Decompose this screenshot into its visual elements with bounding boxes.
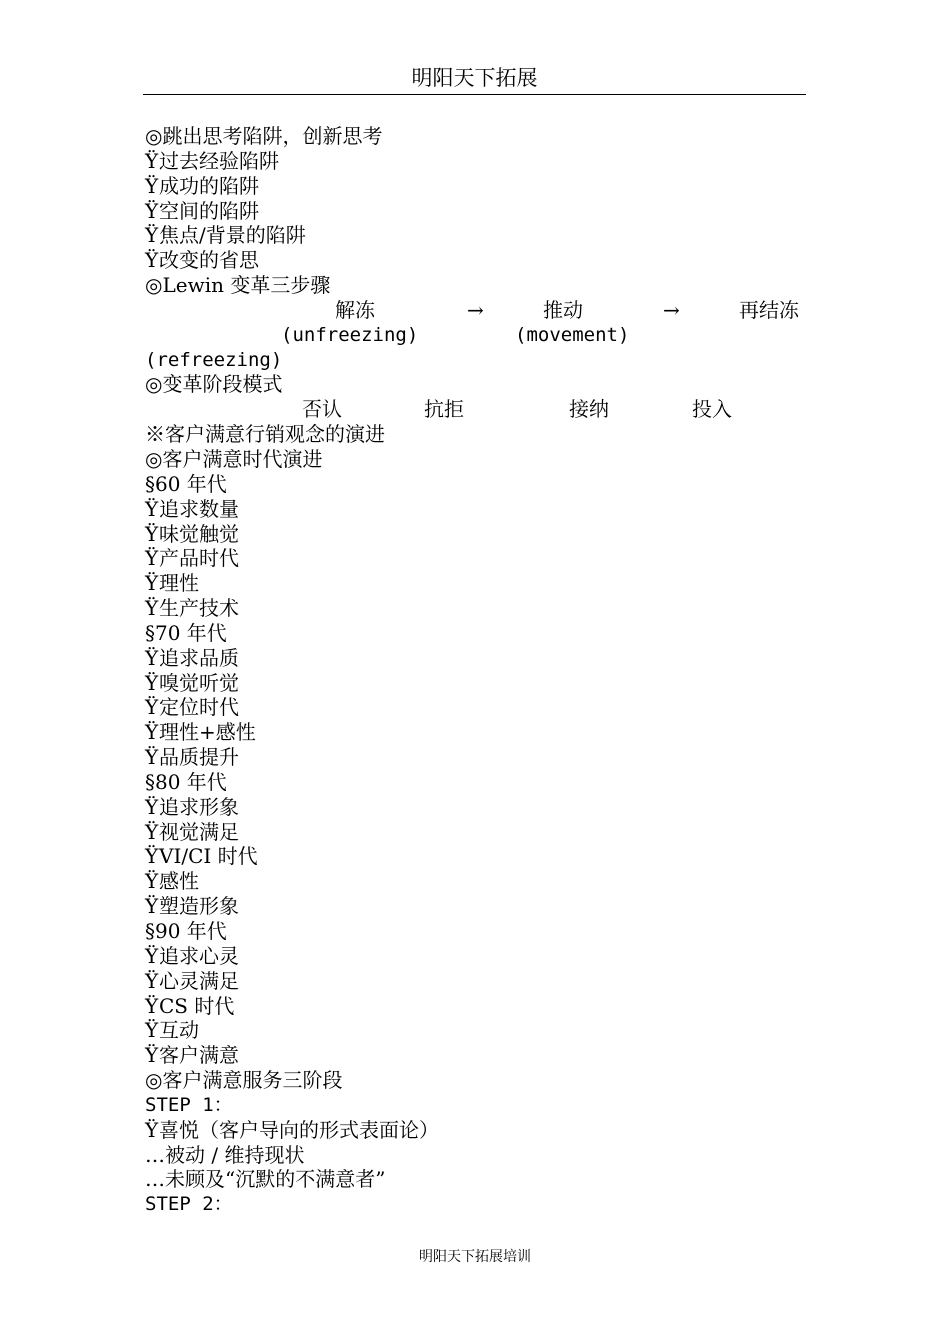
bullet-text: 理性+感性 <box>159 720 256 745</box>
bullet-text: 感性 <box>159 869 199 894</box>
section-heading: ◎Lewin 变革三步骤 <box>145 273 331 298</box>
bullet-icon: Ÿ <box>145 894 159 919</box>
bullet-icon: Ÿ <box>145 173 159 198</box>
bullet-icon: Ÿ <box>145 248 159 273</box>
bullet-text: 空间的陷阱 <box>159 198 259 223</box>
bullet-item <box>145 994 807 1019</box>
bullet-text: 成功的陷阱 <box>159 173 259 198</box>
bullet-text: 嗅觉听觉 <box>159 670 239 695</box>
stage-resistance: 抗拒 <box>424 397 464 422</box>
bullet-text: CS 时代 <box>159 993 235 1018</box>
era-heading: §80 年代 <box>145 769 227 794</box>
bullet-item <box>145 820 807 845</box>
bullet-item <box>145 720 807 745</box>
stage-acceptance: 接纳 <box>569 397 609 422</box>
bullet-item <box>145 546 807 571</box>
section-heading: ◎跳出思考陷阱，创新思考 <box>145 124 383 148</box>
arrow-icon: → <box>467 297 484 322</box>
lewin-step-unfreeze: 解冻 <box>335 297 375 322</box>
lewin-step-movement-en: (movement) <box>515 323 630 346</box>
bullet-item <box>145 844 807 869</box>
bullet-icon: Ÿ <box>145 844 159 869</box>
bullet-icon: Ÿ <box>145 720 159 745</box>
lewin-steps-en-row <box>145 323 807 348</box>
bullet-item <box>145 894 807 919</box>
bullet-icon: Ÿ <box>145 1018 159 1043</box>
section-heading: ◎变革阶段模式 <box>145 372 283 397</box>
arrow-icon: → <box>663 297 680 322</box>
bullet-item <box>145 1118 807 1143</box>
bullet-icon: Ÿ <box>145 819 159 844</box>
bullet-item <box>145 869 807 894</box>
bullet-text: 追求品质 <box>159 645 239 670</box>
bullet-text: 改变的省思 <box>159 248 259 273</box>
sub-item: …未顾及“沉默的不满意者” <box>145 1167 386 1192</box>
bullet-text: 追求数量 <box>159 496 239 521</box>
bullet-icon: Ÿ <box>145 1117 159 1142</box>
stage-commitment: 投入 <box>692 397 732 422</box>
bullet-item <box>145 944 807 969</box>
era-heading: §90 年代 <box>145 919 227 943</box>
bullet-item <box>145 571 807 596</box>
stage-denial: 否认 <box>302 397 342 422</box>
bullet-item <box>145 199 807 224</box>
bullet-icon: Ÿ <box>145 1043 159 1068</box>
bullet-icon: Ÿ <box>145 546 159 571</box>
bullet-text: 客户满意 <box>159 1043 239 1068</box>
bullet-item <box>145 969 807 994</box>
bullet-item <box>145 174 807 199</box>
bullet-text: VI/CI 时代 <box>159 844 258 869</box>
bullet-item <box>145 223 807 248</box>
bullet-text: 追求心灵 <box>159 943 239 968</box>
bullet-text: 理性 <box>159 571 199 596</box>
bullet-icon: Ÿ <box>145 943 159 968</box>
bullet-icon: Ÿ <box>145 968 159 993</box>
bullet-icon: Ÿ <box>145 645 159 670</box>
bullet-item <box>145 522 807 547</box>
bullet-item <box>145 497 807 522</box>
bullet-icon: Ÿ <box>145 521 159 546</box>
bullet-text: 焦点/背景的陷阱 <box>159 223 306 248</box>
bullet-item <box>145 671 807 696</box>
section-heading: ◎客户满意时代演进 <box>145 446 323 471</box>
bullet-item <box>145 745 807 770</box>
section-heading: ◎客户满意服务三阶段 <box>145 1068 343 1093</box>
lewin-steps-row <box>145 298 807 323</box>
bullet-item <box>145 149 807 174</box>
bullet-icon: Ÿ <box>145 993 159 1018</box>
bullet-text: 产品时代 <box>159 546 239 571</box>
sub-item: …被动 / 维持现状 <box>145 1142 305 1167</box>
bullet-icon: Ÿ <box>145 745 159 770</box>
bullet-item <box>145 646 807 671</box>
bullet-icon: Ÿ <box>145 794 159 819</box>
page-header: 明阳天下拓展 <box>143 62 806 95</box>
bullet-icon: Ÿ <box>145 198 159 223</box>
bullet-item <box>145 1018 807 1043</box>
bullet-text: 味觉触觉 <box>159 521 239 546</box>
bullet-text: 心灵满足 <box>159 968 239 993</box>
bullet-icon: Ÿ <box>145 596 159 621</box>
bullet-item <box>145 596 807 621</box>
bullet-text: 生产技术 <box>159 596 239 621</box>
bullet-icon: Ÿ <box>145 571 159 596</box>
bullet-icon: Ÿ <box>145 496 159 521</box>
bullet-text: 塑造形象 <box>159 894 239 919</box>
bullet-item <box>145 248 807 273</box>
lewin-step-movement: 推动 <box>543 297 583 322</box>
bullet-icon: Ÿ <box>145 869 159 894</box>
era-heading: §70 年代 <box>145 620 227 645</box>
bullet-text: 喜悦（客户导向的形式表面论） <box>159 1117 439 1142</box>
section-heading: ※客户满意行销观念的演进 <box>145 422 385 447</box>
bullet-text: 互动 <box>159 1018 199 1043</box>
bullet-item <box>145 695 807 720</box>
bullet-text: 过去经验陷阱 <box>159 148 279 173</box>
lewin-step-refreeze-en: (refreezing) <box>145 348 283 371</box>
bullet-text: 视觉满足 <box>159 819 239 844</box>
era-heading: §60 年代 <box>145 471 227 496</box>
bullet-icon: Ÿ <box>145 670 159 695</box>
lewin-step-refreeze: 再结冻 <box>739 297 799 322</box>
lewin-step-unfreeze-en: (unfreezing) <box>281 323 419 346</box>
change-stages-row <box>145 397 807 422</box>
step-heading: STEP 2： <box>145 1193 233 1216</box>
bullet-item <box>145 1043 807 1068</box>
step-heading: STEP 1： <box>145 1093 233 1116</box>
bullet-text: 品质提升 <box>159 745 239 770</box>
bullet-text: 追求形象 <box>159 794 239 819</box>
bullet-icon: Ÿ <box>145 695 159 720</box>
bullet-icon: Ÿ <box>145 148 159 173</box>
bullet-item <box>145 795 807 820</box>
bullet-icon: Ÿ <box>145 223 159 248</box>
page-footer: 明阳天下拓展培训 <box>419 1249 531 1265</box>
document-body <box>145 124 807 1217</box>
bullet-text: 定位时代 <box>159 695 239 720</box>
